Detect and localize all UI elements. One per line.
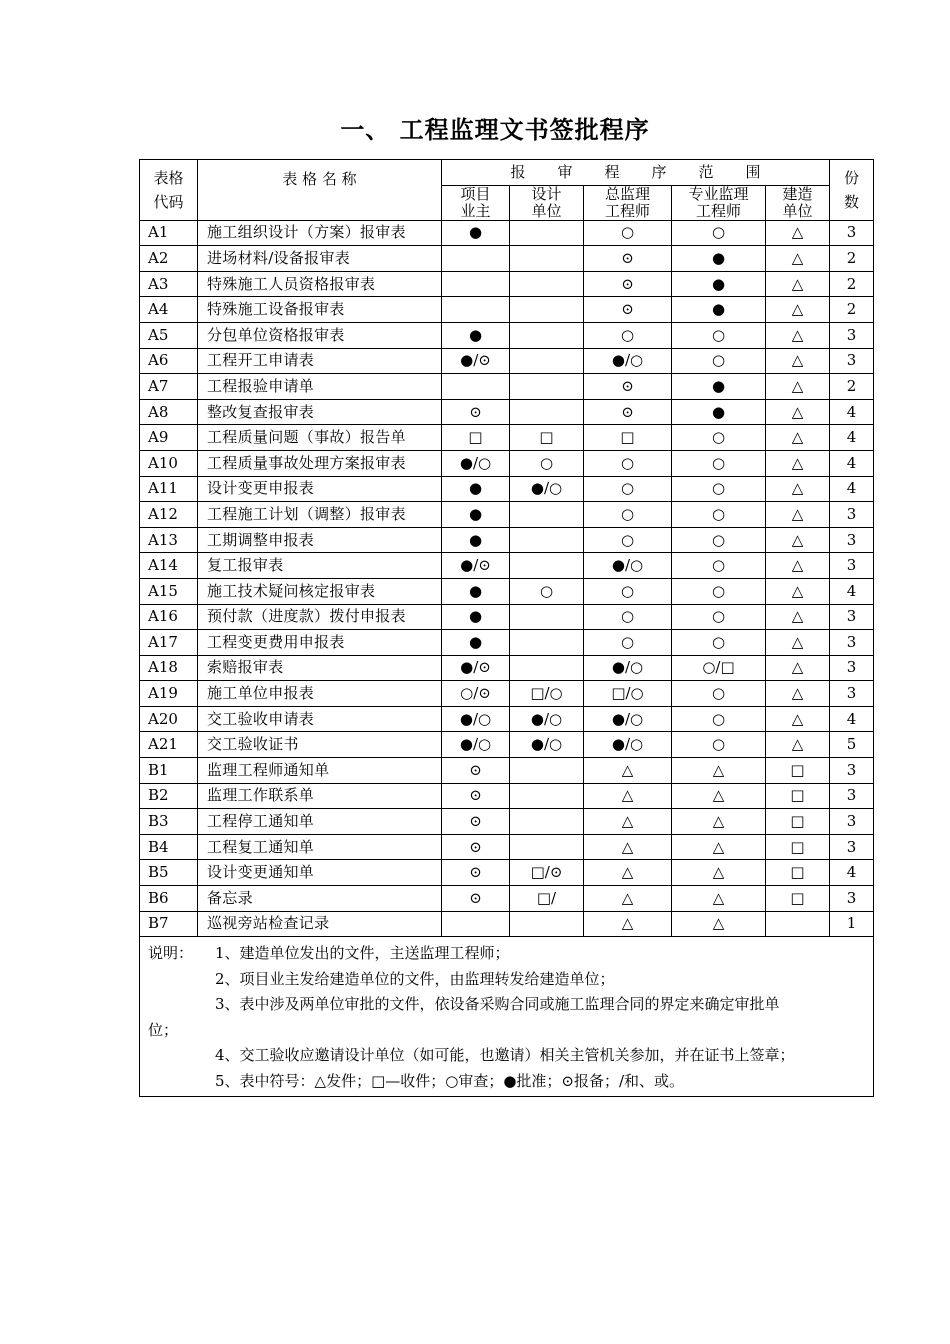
row-cell: ⊙ — [442, 399, 510, 425]
row-cell: ○ — [672, 578, 766, 604]
row-cell: △ — [584, 783, 672, 809]
row-copies: 3 — [830, 834, 874, 860]
row-name: 预付款（进度款）拨付申报表 — [198, 604, 442, 630]
table-row — [140, 578, 874, 604]
row-cell: ⊙ — [442, 860, 510, 886]
row-cell: △ — [584, 834, 672, 860]
row-cell: △ — [766, 322, 830, 348]
header-copies — [830, 160, 874, 221]
header-code-line1: 表格 — [153, 168, 184, 187]
header-copies-line2: 数 — [844, 192, 860, 211]
row-code: A11 — [140, 476, 198, 502]
header-range — [442, 160, 830, 186]
row-cell: ○ — [510, 450, 584, 476]
row-cell: ○/⊙ — [442, 681, 510, 707]
row-cell — [442, 911, 510, 937]
row-cell: ● — [442, 630, 510, 656]
header-col-owner-l1: 项目 — [460, 185, 491, 203]
row-name: 备忘录 — [198, 886, 442, 912]
notes — [140, 937, 874, 1097]
row-cell: ● — [672, 246, 766, 272]
row-copies: 3 — [830, 604, 874, 630]
row-code: A13 — [140, 527, 198, 553]
row-copies: 3 — [830, 809, 874, 835]
table-row — [140, 758, 874, 784]
row-cell: ○ — [672, 553, 766, 579]
row-cell — [442, 271, 510, 297]
table-row — [140, 271, 874, 297]
row-cell: △ — [766, 374, 830, 400]
row-copies: 4 — [830, 425, 874, 451]
note-line: 位； — [148, 1020, 179, 1039]
row-cell: △ — [766, 655, 830, 681]
row-cell: ●/○ — [510, 706, 584, 732]
row-cell — [510, 246, 584, 272]
row-cell: ●/○ — [510, 476, 584, 502]
row-cell — [510, 502, 584, 528]
row-cell: ○ — [584, 630, 672, 656]
row-cell: ○ — [672, 732, 766, 758]
row-cell: ⊙ — [584, 246, 672, 272]
row-copies: 3 — [830, 886, 874, 912]
row-cell — [510, 783, 584, 809]
header-col-builder-l2: 单位 — [782, 201, 813, 220]
row-cell: ●/○ — [584, 655, 672, 681]
note-text: 1、建造单位发出的文件，主送监理工程师； — [215, 944, 510, 963]
row-cell: ●/○ — [442, 706, 510, 732]
header-range-char: 报 — [510, 162, 526, 181]
row-code: A15 — [140, 578, 198, 604]
row-cell — [510, 220, 584, 246]
row-cell: □ — [766, 758, 830, 784]
row-cell: ○ — [672, 322, 766, 348]
row-code: A2 — [140, 246, 198, 272]
row-cell: ●/○ — [584, 706, 672, 732]
row-cell — [510, 553, 584, 579]
row-code: A4 — [140, 297, 198, 323]
row-cell: △ — [672, 809, 766, 835]
row-cell: ● — [442, 604, 510, 630]
row-cell: ○ — [672, 220, 766, 246]
row-cell: △ — [766, 502, 830, 528]
row-copies: 3 — [830, 630, 874, 656]
row-copies: 4 — [830, 706, 874, 732]
row-cell: ○ — [584, 476, 672, 502]
row-code: A19 — [140, 681, 198, 707]
table-row — [140, 476, 874, 502]
row-name: 监理工程师通知单 — [198, 758, 442, 784]
row-name: 工程质量问题（事故）报告单 — [198, 425, 442, 451]
row-cell — [510, 374, 584, 400]
row-cell — [510, 322, 584, 348]
row-copies: 3 — [830, 553, 874, 579]
table-row — [140, 322, 874, 348]
row-cell — [510, 758, 584, 784]
header-copies-line1: 份 — [844, 168, 860, 187]
row-cell: △ — [766, 425, 830, 451]
row-cell: △ — [766, 706, 830, 732]
row-code: A18 — [140, 655, 198, 681]
row-cell: △ — [766, 271, 830, 297]
row-code: A12 — [140, 502, 198, 528]
row-cell: ⊙ — [442, 809, 510, 835]
row-code: A3 — [140, 271, 198, 297]
row-cell — [510, 297, 584, 323]
row-cell: ○ — [584, 578, 672, 604]
row-copies: 4 — [830, 476, 874, 502]
row-cell: ○ — [672, 476, 766, 502]
row-cell: ●/○ — [584, 348, 672, 374]
row-copies: 3 — [830, 655, 874, 681]
table-row — [140, 348, 874, 374]
row-name: 进场材料/设备报审表 — [198, 246, 442, 272]
row-cell: □/○ — [510, 681, 584, 707]
row-cell: △ — [584, 758, 672, 784]
row-cell: △ — [766, 297, 830, 323]
row-name: 设计变更通知单 — [198, 860, 442, 886]
row-cell: □ — [442, 425, 510, 451]
header-col-builder — [766, 185, 830, 220]
row-name: 分包单位资格报审表 — [198, 322, 442, 348]
header-row — [140, 160, 874, 186]
row-name: 监理工作联系单 — [198, 783, 442, 809]
table-row — [140, 732, 874, 758]
table-row — [140, 630, 874, 656]
row-name: 复工报审表 — [198, 553, 442, 579]
row-cell: □ — [766, 783, 830, 809]
row-cell: △ — [672, 860, 766, 886]
row-cell: △ — [766, 348, 830, 374]
row-cell: ○ — [584, 322, 672, 348]
row-cell — [442, 297, 510, 323]
row-code: A6 — [140, 348, 198, 374]
table-row — [140, 860, 874, 886]
row-cell: △ — [766, 604, 830, 630]
row-cell — [510, 604, 584, 630]
row-cell — [510, 399, 584, 425]
row-cell: ⊙ — [584, 271, 672, 297]
header-col-design-l1: 设计 — [531, 185, 562, 203]
row-cell: ○ — [672, 706, 766, 732]
header-range-text — [494, 163, 776, 181]
row-cell: □ — [584, 425, 672, 451]
row-name: 索赔报审表 — [198, 655, 442, 681]
row-cell: ○ — [584, 450, 672, 476]
table-row — [140, 246, 874, 272]
row-code: B7 — [140, 911, 198, 937]
row-cell: □/ — [510, 886, 584, 912]
header-col-design — [510, 185, 584, 220]
row-cell: ○ — [584, 604, 672, 630]
row-code: A10 — [140, 450, 198, 476]
row-cell: □ — [510, 425, 584, 451]
note-line: 3、表中涉及两单位审批的文件，依设备采购合同或施工监理合同的界定来确定审批单 — [215, 995, 780, 1014]
note-line — [148, 941, 865, 967]
table-row — [140, 783, 874, 809]
row-cell: △ — [584, 809, 672, 835]
table-row — [140, 399, 874, 425]
row-cell: ⊙ — [584, 399, 672, 425]
header-code-line2: 代码 — [153, 192, 184, 211]
row-name: 工程复工通知单 — [198, 834, 442, 860]
table-row — [140, 604, 874, 630]
row-cell — [510, 834, 584, 860]
row-cell: ○ — [510, 578, 584, 604]
row-cell: △ — [766, 399, 830, 425]
row-name: 工程停工通知单 — [198, 809, 442, 835]
row-name: 特殊施工设备报审表 — [198, 297, 442, 323]
row-cell: □ — [766, 809, 830, 835]
row-cell: ● — [672, 297, 766, 323]
row-code: A14 — [140, 553, 198, 579]
row-code: B3 — [140, 809, 198, 835]
row-copies: 3 — [830, 527, 874, 553]
row-code: B4 — [140, 834, 198, 860]
row-name: 交工验收证书 — [198, 732, 442, 758]
row-code: B2 — [140, 783, 198, 809]
row-name: 交工验收申请表 — [198, 706, 442, 732]
row-code: A9 — [140, 425, 198, 451]
row-cell: ● — [442, 527, 510, 553]
header-col-builder-l1: 建造 — [782, 185, 813, 203]
row-cell: ⊙ — [442, 758, 510, 784]
table-row — [140, 374, 874, 400]
table-row — [140, 527, 874, 553]
table-row — [140, 655, 874, 681]
row-copies: 3 — [830, 322, 874, 348]
row-code: A20 — [140, 706, 198, 732]
header-col-chief-l1: 总监理 — [604, 185, 650, 203]
row-cell: ●/○ — [584, 732, 672, 758]
header-name — [198, 160, 442, 221]
header-col-owner — [442, 185, 510, 220]
row-cell: ○ — [672, 348, 766, 374]
row-copies: 4 — [830, 399, 874, 425]
row-cell: ○ — [672, 630, 766, 656]
row-cell: □ — [766, 834, 830, 860]
row-copies: 3 — [830, 758, 874, 784]
row-code: A17 — [140, 630, 198, 656]
row-name: 设计变更申报表 — [198, 476, 442, 502]
row-cell: □ — [766, 860, 830, 886]
notes-row — [140, 937, 874, 1097]
row-code: A8 — [140, 399, 198, 425]
row-cell: △ — [766, 527, 830, 553]
row-cell: ⊙ — [442, 886, 510, 912]
table-row — [140, 706, 874, 732]
row-cell: △ — [766, 681, 830, 707]
row-copies: 3 — [830, 502, 874, 528]
row-code: B1 — [140, 758, 198, 784]
table-row — [140, 502, 874, 528]
row-cell: □ — [766, 886, 830, 912]
row-copies: 2 — [830, 374, 874, 400]
header-col-chief — [584, 185, 672, 220]
header-range-char: 序 — [651, 162, 667, 181]
row-cell: ○ — [672, 681, 766, 707]
note-line: 5、表中符号：△发件；□—收件；○审查；●批准；⊙报备；/和、或。 — [215, 1071, 685, 1090]
row-cell — [766, 911, 830, 937]
table-row — [140, 553, 874, 579]
row-name: 工程质量事故处理方案报审表 — [198, 450, 442, 476]
row-cell: △ — [766, 246, 830, 272]
row-name: 特殊施工人员资格报审表 — [198, 271, 442, 297]
approval-table — [139, 159, 874, 1097]
row-name: 施工技术疑问核定报审表 — [198, 578, 442, 604]
row-code: B6 — [140, 886, 198, 912]
row-cell: □/○ — [584, 681, 672, 707]
table-row — [140, 681, 874, 707]
row-cell: △ — [672, 758, 766, 784]
row-cell: ○ — [672, 425, 766, 451]
row-cell: ○ — [672, 527, 766, 553]
row-cell: △ — [672, 783, 766, 809]
row-cell: ○ — [584, 527, 672, 553]
row-cell: △ — [766, 630, 830, 656]
row-copies: 3 — [830, 220, 874, 246]
row-cell: ●/○ — [442, 450, 510, 476]
header-col-design-l2: 单位 — [531, 201, 562, 220]
header-range-char: 审 — [557, 162, 573, 181]
note-line: 4、交工验收应邀请设计单位（如可能，也邀请）相关主管机关参加，并在证书上签章； — [215, 1046, 795, 1065]
row-cell — [510, 630, 584, 656]
page-title: 一、 工程监理文书签批程序 — [340, 116, 650, 144]
row-cell: △ — [766, 732, 830, 758]
row-name: 工程开工申请表 — [198, 348, 442, 374]
row-cell — [510, 527, 584, 553]
table-row — [140, 834, 874, 860]
row-copies: 2 — [830, 297, 874, 323]
row-cell: ●/⊙ — [442, 348, 510, 374]
row-name: 整改复查报审表 — [198, 399, 442, 425]
notes-label: 说明： — [148, 944, 194, 963]
header-col-specialist-l1: 专业监理 — [688, 185, 749, 203]
header-name-text: 表 格 名 称 — [282, 170, 357, 189]
row-cell: ⊙ — [584, 374, 672, 400]
header-code — [140, 160, 198, 221]
row-copies: 3 — [830, 783, 874, 809]
row-cell: ● — [442, 578, 510, 604]
table-row — [140, 886, 874, 912]
row-copies: 3 — [830, 348, 874, 374]
row-code: A7 — [140, 374, 198, 400]
row-name: 施工组织设计（方案）报审表 — [198, 220, 442, 246]
row-code: A21 — [140, 732, 198, 758]
row-cell: △ — [672, 886, 766, 912]
header-range-char: 范 — [698, 162, 714, 181]
row-cell: ○ — [672, 502, 766, 528]
header-col-owner-l2: 业主 — [460, 201, 491, 220]
row-cell: △ — [584, 886, 672, 912]
row-cell: ●/○ — [584, 553, 672, 579]
row-cell — [510, 271, 584, 297]
note-line: 2、项目业主发给建造单位的文件，由监理转发给建造单位； — [215, 969, 615, 988]
row-name: 工期调整申报表 — [198, 527, 442, 553]
table-row — [140, 809, 874, 835]
row-cell: △ — [766, 553, 830, 579]
row-cell — [442, 246, 510, 272]
header-col-specialist-l2: 工程师 — [695, 201, 741, 220]
row-cell: ● — [442, 322, 510, 348]
row-name: 工程报验申请单 — [198, 374, 442, 400]
row-cell: ●/○ — [510, 732, 584, 758]
header-range-char: 程 — [604, 162, 620, 181]
row-cell: △ — [584, 860, 672, 886]
row-cell: ⊙ — [442, 834, 510, 860]
row-cell: ○ — [672, 604, 766, 630]
table-row — [140, 450, 874, 476]
row-cell: ● — [672, 399, 766, 425]
row-cell: △ — [766, 220, 830, 246]
row-name: 巡视旁站检查记录 — [198, 911, 442, 937]
row-cell: △ — [766, 578, 830, 604]
table-row — [140, 425, 874, 451]
row-copies: 4 — [830, 450, 874, 476]
row-cell: △ — [766, 450, 830, 476]
row-copies: 2 — [830, 246, 874, 272]
row-cell: ●/○ — [442, 732, 510, 758]
row-cell: ○ — [672, 450, 766, 476]
table-row — [140, 297, 874, 323]
row-cell — [510, 809, 584, 835]
row-cell: ⊙ — [442, 783, 510, 809]
row-cell: ● — [442, 220, 510, 246]
row-name: 工程变更费用申报表 — [198, 630, 442, 656]
row-cell — [510, 911, 584, 937]
table-row — [140, 220, 874, 246]
row-cell — [510, 655, 584, 681]
row-code: A1 — [140, 220, 198, 246]
row-cell: ○ — [584, 502, 672, 528]
row-name: 施工单位申报表 — [198, 681, 442, 707]
row-cell: ⊙ — [584, 297, 672, 323]
row-copies: 1 — [830, 911, 874, 937]
header-col-specialist — [672, 185, 766, 220]
row-cell: ● — [672, 374, 766, 400]
row-cell: ● — [442, 502, 510, 528]
row-cell: △ — [766, 476, 830, 502]
row-cell: ○ — [584, 220, 672, 246]
table-row — [140, 911, 874, 937]
row-cell: ● — [442, 476, 510, 502]
header-range-char: 围 — [745, 162, 761, 181]
row-code: A16 — [140, 604, 198, 630]
row-cell: □/⊙ — [510, 860, 584, 886]
row-cell — [510, 348, 584, 374]
row-copies: 4 — [830, 860, 874, 886]
row-cell: ● — [672, 271, 766, 297]
row-copies: 4 — [830, 578, 874, 604]
row-cell: ●/⊙ — [442, 553, 510, 579]
row-cell — [442, 374, 510, 400]
row-cell: △ — [672, 834, 766, 860]
row-cell: ●/⊙ — [442, 655, 510, 681]
row-copies: 2 — [830, 271, 874, 297]
row-code: A5 — [140, 322, 198, 348]
row-name: 工程施工计划（调整）报审表 — [198, 502, 442, 528]
row-copies: 3 — [830, 681, 874, 707]
row-cell: △ — [584, 911, 672, 937]
row-copies: 5 — [830, 732, 874, 758]
row-cell: ○/□ — [672, 655, 766, 681]
row-code: B5 — [140, 860, 198, 886]
header-col-chief-l2: 工程师 — [604, 201, 650, 220]
row-cell: △ — [672, 911, 766, 937]
